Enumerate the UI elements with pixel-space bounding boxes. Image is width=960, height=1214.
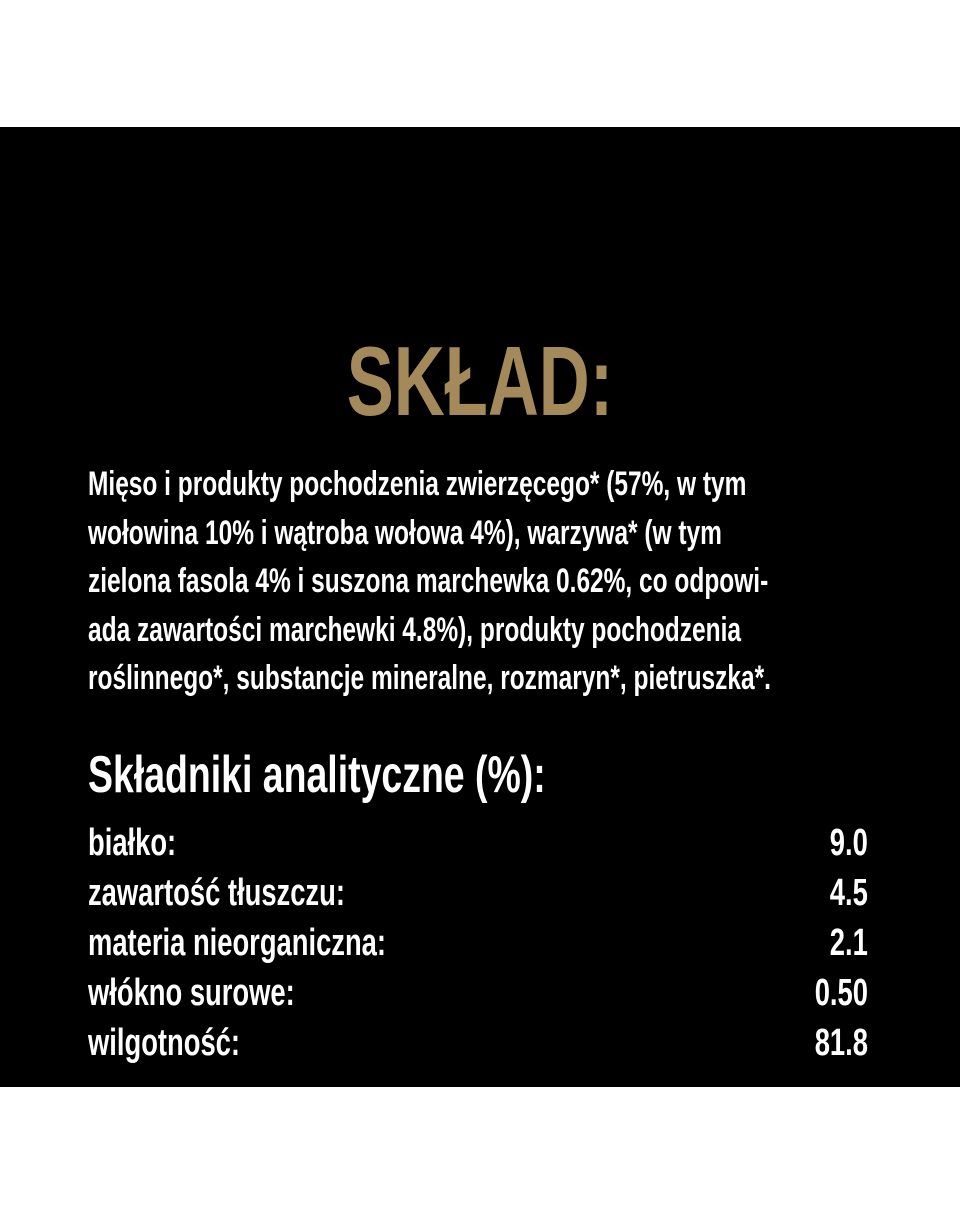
analytic-table [88, 819, 868, 1069]
analytic-value: 0.50 [814, 972, 868, 1014]
ingredients-text [88, 460, 866, 703]
composition-title: SKŁAD: [346, 326, 614, 436]
analytic-row-fat [88, 869, 868, 919]
analytic-label: włókno surowe: [88, 972, 295, 1014]
footnote: *składniki naturalnego pochodzenia. [85, 1126, 410, 1156]
analytic-label: wilgotność: [88, 1022, 240, 1064]
analytic-heading: Składniki analityczne (%): [88, 746, 546, 804]
analytic-value: 2.1 [829, 922, 868, 964]
analytic-row-fibre [88, 969, 868, 1019]
composition-panel [0, 127, 960, 1156]
analytic-row-ash [88, 919, 868, 969]
analytic-row-protein [88, 819, 868, 869]
analytic-value: 4.5 [829, 872, 868, 914]
analytic-row-moisture [88, 1019, 868, 1069]
ingredients-line: roślinnego*, substancje mineralne, rozmaryn*, pietruszka*. [88, 659, 771, 697]
analytic-value: 9.0 [829, 822, 868, 864]
analytic-label: materia nieorganiczna: [88, 922, 387, 964]
analytic-label: zawartość tłuszczu: [88, 872, 345, 914]
analytic-label: białko: [88, 822, 177, 864]
analytic-value: 81.8 [814, 1022, 868, 1064]
ingredients-line: Mięso i produkty pochodzenia zwierzęcego* (57%, w tym [88, 465, 747, 503]
ingredients-line: wołowina 10% i wątroba wołowa 4%), warzywa* (w tym [88, 513, 722, 552]
ingredients-line: zielona fasola 4% i suszona marchewka 0.62%, co odpowi- [88, 562, 769, 600]
ingredients-line: ada zawartości marchewki 4.8%), produkty pochodzenia [88, 610, 741, 649]
